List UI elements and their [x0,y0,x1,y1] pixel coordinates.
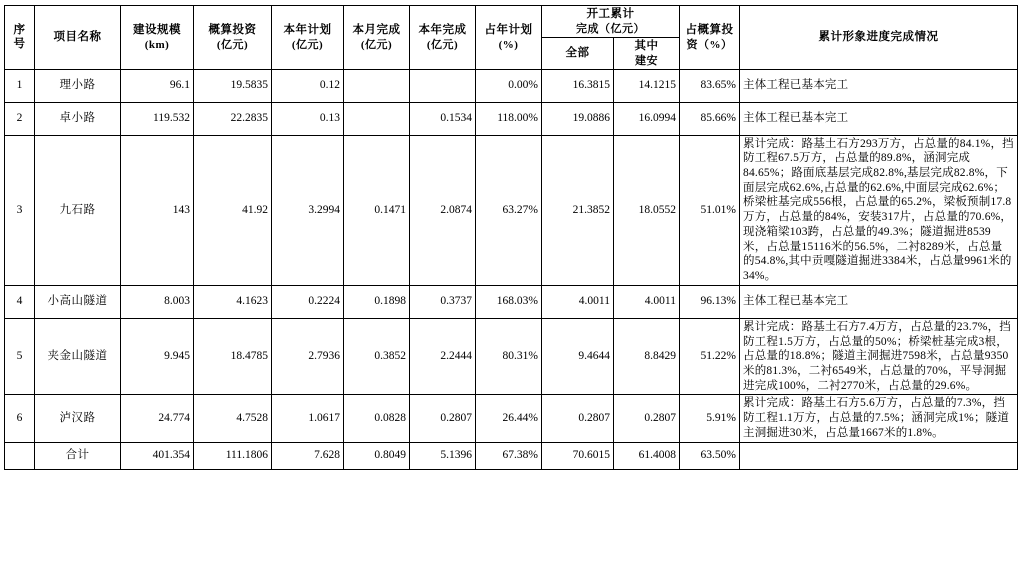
cell-all: 19.0886 [542,102,614,135]
cell-percent-budget: 96.13% [680,285,740,318]
cell-percent-plan: 118.00% [476,102,542,135]
cell-percent-plan: 63.27% [476,135,542,285]
cell-name: 夹金山隧道 [35,318,121,395]
cell-desc: 主体工程已基本完工 [740,285,1018,318]
header-year-plan [272,6,344,70]
project-progress-table [4,5,1018,470]
header-start-total-label: 开工累计 [586,8,635,20]
header-start-total [542,6,680,38]
cell-month-done: 0.3852 [344,318,410,395]
header-percent-budget [680,6,740,70]
cell-year-plan: 0.12 [272,69,344,102]
header-percent-plan [476,6,542,70]
cell-month-done: 0.1898 [344,285,410,318]
header-start-total-unit: 完成（亿元） [576,22,645,35]
table-row [5,395,1018,442]
cell-sub: 8.8429 [614,318,680,395]
table-body [5,69,1018,469]
cell-percent-plan: 0.00% [476,69,542,102]
cell-seq: 6 [5,395,35,442]
cell-month-done: 0.8049 [344,442,410,469]
header-seq [5,6,35,70]
cell-percent-budget: 51.22% [680,318,740,395]
cell-year-done: 0.1534 [410,102,476,135]
cell-seq: 4 [5,285,35,318]
table-total-row [5,442,1018,469]
cell-month-done: 0.0828 [344,395,410,442]
header-percent-plan-label: 占年计划 [484,23,533,36]
cell-budget: 22.2835 [194,102,272,135]
cell-sub: 4.0011 [614,285,680,318]
header-percent-budget-label: 占概算投 [685,23,734,36]
cell-percent-plan: 26.44% [476,395,542,442]
header-month-done-unit: (亿元) [360,38,393,51]
header-percent-plan-unit: (%) [498,38,519,51]
cell-percent-plan: 67.38% [476,442,542,469]
cell-year-done: 5.1396 [410,442,476,469]
header-scale-unit: (km) [144,38,170,51]
header-percent-budget-unit: 资（%） [686,38,733,51]
header-month-done-label: 本月完成 [352,23,401,36]
cell-desc: 累计完成：路基土石方7.4万方，占总量的23.7%，挡防工程1.5万方，占总量的50%；桥梁桩基完成3根，占总量的18.8%；隧道主洞掘进7598米，占总量9350米的81.3%，二衬6549米，占总量的70%，平导洞掘进完成100%，二衬2770米，占总量的29.6%。 [740,318,1018,395]
cell-name: 小高山隧道 [35,285,121,318]
header-year-done-unit: (亿元) [426,38,459,51]
header-name [35,6,121,70]
cell-all: 4.0011 [542,285,614,318]
cell-sub: 61.4008 [614,442,680,469]
table-row [5,102,1018,135]
cell-all: 21.3852 [542,135,614,285]
cell-all: 70.6015 [542,442,614,469]
header-sub2-label: 建安 [635,54,658,67]
cell-percent-budget: 5.91% [680,395,740,442]
cell-budget: 4.7528 [194,395,272,442]
header-desc [740,6,1018,70]
header-budget-unit: (亿元) [216,38,249,51]
cell-year-done: 2.2444 [410,318,476,395]
cell-desc: 主体工程已基本完工 [740,69,1018,102]
header-month-done [344,6,410,70]
cell-percent-plan: 80.31% [476,318,542,395]
cell-year-plan: 2.7936 [272,318,344,395]
table-row [5,69,1018,102]
cell-year-plan: 0.13 [272,102,344,135]
cell-scale: 8.003 [121,285,194,318]
header-all-label: 全部 [565,46,590,59]
table-row [5,285,1018,318]
cell-year-done [410,69,476,102]
cell-budget: 19.5835 [194,69,272,102]
cell-name: 理小路 [35,69,121,102]
cell-budget: 111.1806 [194,442,272,469]
table-header-row [5,6,1018,38]
cell-month-done [344,102,410,135]
header-name-label: 项目名称 [53,30,102,43]
cell-sub: 0.2807 [614,395,680,442]
header-scale [121,6,194,70]
cell-budget: 18.4785 [194,318,272,395]
cell-month-done: 0.1471 [344,135,410,285]
header-budget-label: 概算投资 [208,23,257,36]
header-budget [194,6,272,70]
cell-sub: 14.1215 [614,69,680,102]
cell-percent-plan: 168.03% [476,285,542,318]
cell-name: 卓小路 [35,102,121,135]
cell-desc: 累计完成：路基土石方5.6万方，占总量的7.3%，挡防工程1.1万方，占总量的7.5%；涵洞完成1%；隧道主洞掘进30米，占总量1667米的1.8%。 [740,395,1018,442]
cell-name: 合计 [35,442,121,469]
cell-scale: 119.532 [121,102,194,135]
cell-year-done: 2.0874 [410,135,476,285]
header-scale-label: 建设规模 [133,23,181,36]
cell-scale: 96.1 [121,69,194,102]
header-year-done [410,6,476,70]
header-seq-label: 序号 [13,23,26,51]
cell-percent-budget: 83.65% [680,69,740,102]
cell-year-done: 0.2807 [410,395,476,442]
cell-sub: 16.0994 [614,102,680,135]
cell-year-plan: 7.628 [272,442,344,469]
cell-month-done [344,69,410,102]
cell-name: 泸汉路 [35,395,121,442]
cell-year-plan: 0.2224 [272,285,344,318]
cell-percent-budget: 85.66% [680,102,740,135]
cell-scale: 401.354 [121,442,194,469]
table-row [5,318,1018,395]
header-year-done-label: 本年完成 [418,23,467,36]
header-year-plan-label: 本年计划 [283,23,332,36]
cell-scale: 9.945 [121,318,194,395]
cell-year-done: 0.3737 [410,285,476,318]
cell-seq: 2 [5,102,35,135]
cell-desc: 主体工程已基本完工 [740,102,1018,135]
cell-percent-budget: 51.01% [680,135,740,285]
cell-budget: 4.1623 [194,285,272,318]
header-sub [614,37,680,69]
cell-all: 0.2807 [542,395,614,442]
header-sub-label: 其中 [634,39,659,52]
cell-desc: 累计完成：路基土石方293万方，占总量的84.1%，挡防工程67.5万方，占总量的89.8%，涵洞完成84.65%；路面底基层完成82.8%,基层完成82.8%，下面层完成62.6%,占总量的62.6%,中面层完成62.6%；桥梁桩基完成556根，占总量的65.2%，梁板预制17.8万方，占总量的84%，安装317片，占总量的70.6%，现浇箱梁103跨，占总量的49.3%；隧道掘进8539米，占总量15116米的56.5%，二衬8289米，占总量的54.8%,其中贡嘎隧道掘进3384米，占总量9961米的34%。 [740,135,1018,285]
cell-all: 16.3815 [542,69,614,102]
cell-sub: 18.0552 [614,135,680,285]
cell-scale: 143 [121,135,194,285]
cell-all: 9.4644 [542,318,614,395]
header-year-plan-unit: (亿元) [291,38,324,51]
header-desc-label: 累计形象进度完成情况 [818,30,939,43]
cell-seq: 1 [5,69,35,102]
cell-year-plan: 3.2994 [272,135,344,285]
cell-name: 九石路 [35,135,121,285]
table-row [5,135,1018,285]
cell-desc [740,442,1018,469]
header-all [542,37,614,69]
cell-seq: 5 [5,318,35,395]
cell-seq [5,442,35,469]
cell-seq: 3 [5,135,35,285]
cell-percent-budget: 63.50% [680,442,740,469]
cell-year-plan: 1.0617 [272,395,344,442]
cell-scale: 24.774 [121,395,194,442]
cell-budget: 41.92 [194,135,272,285]
